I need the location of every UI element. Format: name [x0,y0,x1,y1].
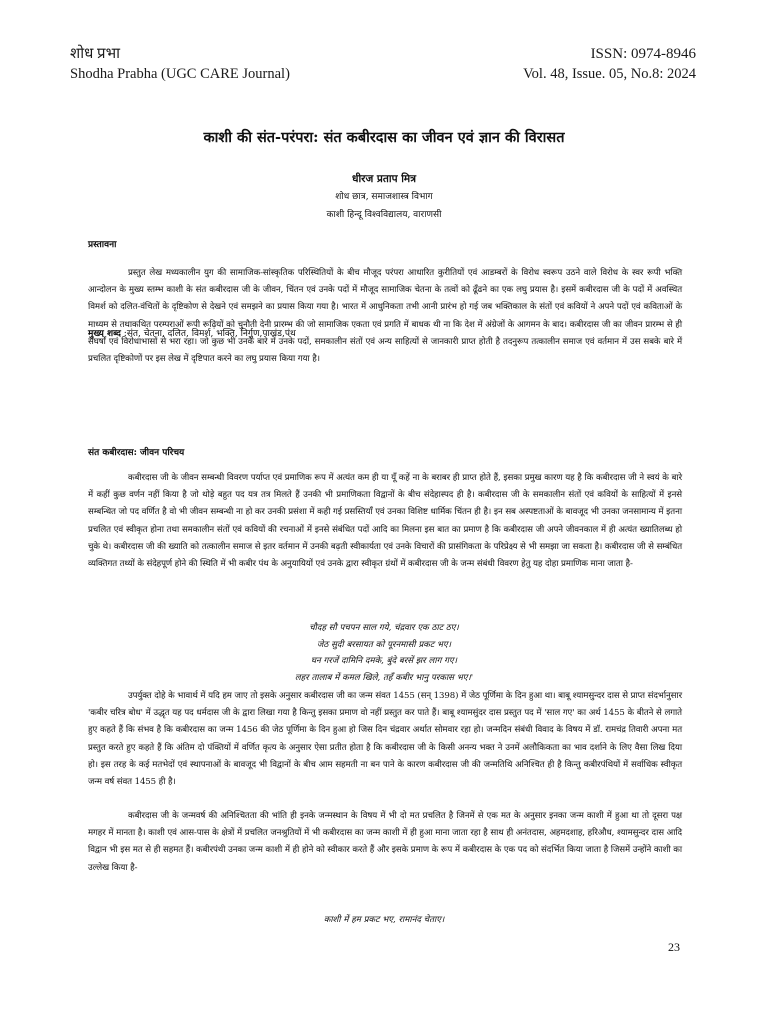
section1-paragraph-2 [88,688,682,791]
volume-issue: Vol. 48, Issue. 05, No.8: 2024 [523,66,696,82]
section1-para1-text: कबीरदास जी के जीवन सम्बन्धी विवरण पर्याप्त एवं प्रमाणिक रूप में अत्यंत कम ही या यूँ कहें ना के बराबर ही प्राप्त होते हैं, इसका प्रमुख कारण यह है कि कबीरदास जी ने स्वयं के बारे में कहीं कुछ वर्णन नहीं किया है जो थोड़े बहुत पद यत्र तत्र मिलते हैं उनकी भी प्रमाणिकता विद्वानों के बीच संदेहास्पद ही है। कबीरदास जी के समकालीन संतों एवं कवियों के साहित्यों में इनसे सम्बन्धित जो पद वर्णित है वो भी जीवन सम्बन्धी ना हो कर उनकी प्रसंशा में कही गई प्रसस्तियाँ एवं उनका विशिष्ट धार्मिक चिंतन ही है। इन सब अस्पष्टताओं के बावजूद भी उनका जनसामान्य में इतना प्रचलित एवं स्वीकृत होना तथा समकालीन संतों एवं कवियों की रचनाओं में इनसे संबंधित पदों आदि का मिलना इस बात का प्रमाण है कि कबीरदास जी अपने जीवनकाल में ही अत्यंत ख्यातिलब्ध हो चुके थे। कबीरदास जी की ख्याति को तत्कालीन समाज से इतर वर्तमान में उनकी बढ़ती स्वीकार्यता एवं उनके विचारों की प्रासंगिकता के परिप्रेक्ष्य से भी समझा जा सकता है। कबीरदास जी से सम्बंधित व्यक्तिगत तथ्यों के संदेहपूर्ण होने की स्थिति में भी कबीर पंथ के अनुयायियों एवं उनके द्वारा स्वीकृत ग्रंथों में कबीरदास जी के जन्म संबंधी विवरण हेतु यह दोहा प्रमाणिक माना जाता है- [88,473,682,570]
journal-name-hindi: शोध प्रभा [70,46,121,62]
keywords-text: :संत, चेतना, दलित, विमर्श, भक्ति, निर्गुण,पाखंड,पंथ [123,329,296,339]
keywords-label: मुख्य शब्द [88,329,121,339]
poem-line: काशी में हम प्रकट भए, रामानंद चेताए। [323,915,445,925]
author-affiliation-university: काशी हिन्दू विश्वविद्यालय, वाराणसी [326,210,442,220]
poem-kashi [0,912,768,929]
section1-paragraph-3 [88,808,682,877]
journal-name-english: Shodha Prabha (UGC CARE Journal) [70,66,290,82]
author-block [0,170,768,224]
article-title: काशी की संत-परंपरा: संत कबीरदास का जीवन एवं ज्ञान की विरासत [203,129,565,146]
intro-text: प्रस्तुत लेख मध्यकालीन युग की सामाजिक-सांस्कृतिक परिस्थितियों के बीच मौजूद परंपरा आधारित कुरीतियों एवं आडम्बरों के विरोध स्वरूप उठने वाले विरोध के स्वर रूपी भक्ति आन्दोलन के मुख्य स्तम्भ काशी के संत कबीरदास जी के जीवन, चिंतन एवं उनके पदों में मौजूद सामाजिक चेतना के तत्वों को ढूँढने का एक लघु प्रयास है। इसमें कबीरदास जी के पदों में अवस्थित विमर्श को दलित-वंचितों के दृष्टिकोण से देखने एवं समझने का प्रयास किया गया है। भारत में आधुनिकता तभी आनी प्रारंभ हो गई जब भक्तिकाल के संतों एवं कवियों ने अपने पदों एवं कविताओं के माध्यम से तथाकथित परम्पराओं रूपी रूढ़ियों को चुनौती देनी प्रारम्भ की जो सामाजिक एकता एवं प्रगति में बाधक थी ना कि देश में अंग्रेजों के आगमन के बाद। कबीरदास जी का जीवन प्रारम्भ से ही संघर्षों एवं विरोधाभासों से भरा रहा। जो कुछ भी उनके बारे में उनके पदों, समकालीन संतों एवं अन्य साहित्यों से जानकारी प्राप्त होती है तदनुरूप तत्कालीन समाज एवं वर्तमान में उस सबके बारे में प्रचलित दृष्टिकोणों पर इस लेख में दृष्टिपात करने का लघु प्रयास किया गया है। [88,268,682,365]
poem-line: घन गरजें दामिनि दमके, बुंदे बरसें झर लाग गए। [310,656,458,666]
author-affiliation-department: शोध छात्र, समाजशास्त्र विभाग [335,192,433,202]
poem-line: जेठ सुदी बरसायत को पूरनमासी प्रकट भए। [317,639,451,650]
intro-heading: प्रस्तावना [88,240,117,250]
section1-para3-text: कबीरदास जी के जन्मवर्ष की अनिश्चितता की भांति ही इनके जन्मस्थान के विषय में भी दो मत प्रचलित है जिनमें से एक मत के अनुसार इनका जन्म काशी में हुआ था तो दूसरा पक्ष मगहर में मानता है। काशी एवं आस-पास के क्षेत्रों में प्रचलित जनश्रुतियों में भी कबीरदास का जन्म काशी में ही हुआ माना जाता रहा है साथ ही अनंतदास, अहमदशाह, हरिऔध, श्यामसुन्दर दास आदि विद्वान भी इस मत से ही सहमत हैं। कबीरपंथी उनका जन्म काशी में ही होने को स्वीकार करते हैं और इसके प्रमाण के रूप में कबीरदास के एक पद को संदर्भित किया जाता है जिसमें उन्होंने काशी का उल्लेख किया है- [88,811,682,873]
section1-paragraph-1 [88,470,682,573]
section1-para2-text: उपर्युक्त दोहे के भावार्थ में यदि हम जाए तो इसके अनुसार कबीरदास जी का जन्म संवत 1455 (सन् 1398) में जेठ पूर्णिमा के दिन हुआ था। बाबू श्यामसुन्दर दास से प्राप्त संदर्भानुसार 'कबीर चरित्र बोध' में उद्धृत यह पद धर्मदास जी के द्वारा लिखा गया है किन्तु इसका प्रमाण वो नहीं प्रस्तुत कर पाते हैं। बाबू श्यामसुंदर दास प्रस्तुत पद में 'साल गए' का अर्थ 1455 के बीतने से लगाते हुए कहते हैं कि संभव है कि कबीरदास का जन्म 1456 की जेठ पूर्णिमा के दिन हुआ हो जिस दिन चंद्रवार अर्थात सोमवार रहा हो। जन्मदिन संबंधी विवाद के विषय में डॉ. रामचंद्र तिवारी अपना मत प्रस्तुत करते हुए कहते हैं कि अंतिम दो पंक्तियों में वर्णित कृत्य के अनुसार ऐसा प्रतीत होता है कि कबीरदास जी के किसी अनन्य भक्त ने उनमें अलौकिकता का भाव दर्शाने के लिए वैसा लिख दिया हो। इस तरह के कई मतभेदों एवं स्थापनाओं के बावजूद भी विद्वानों के बीच आम सहमती ना बन पाने के कारण कबीरदास जी की जन्मतिथि अनिश्चित ही है किन्तु कबीरपंथियों में सर्वाधिक स्वीकृत जन्म वर्ष संवत 1455 ही है। [88,691,682,788]
poem-doha [0,620,768,686]
page-number: 23 [668,940,680,954]
poem-line: चौदह सौ पचपन साल गये, चंद्रवार एक ठाट ठए। [309,623,459,633]
journal-header-left [70,44,290,84]
section-heading-life: संत कबीरदास: जीवन परिचय [88,448,185,458]
keywords [88,327,296,341]
poem-line: लहर तालाब में कमल खिले, तहँ कबीर भानु परकास भए।' [294,672,474,683]
issn: ISSN: 0974-8946 [590,46,696,62]
author-name: धीरज प्रताप मित्र [351,173,416,185]
journal-header-right [523,44,696,84]
intro-paragraph [88,265,682,368]
